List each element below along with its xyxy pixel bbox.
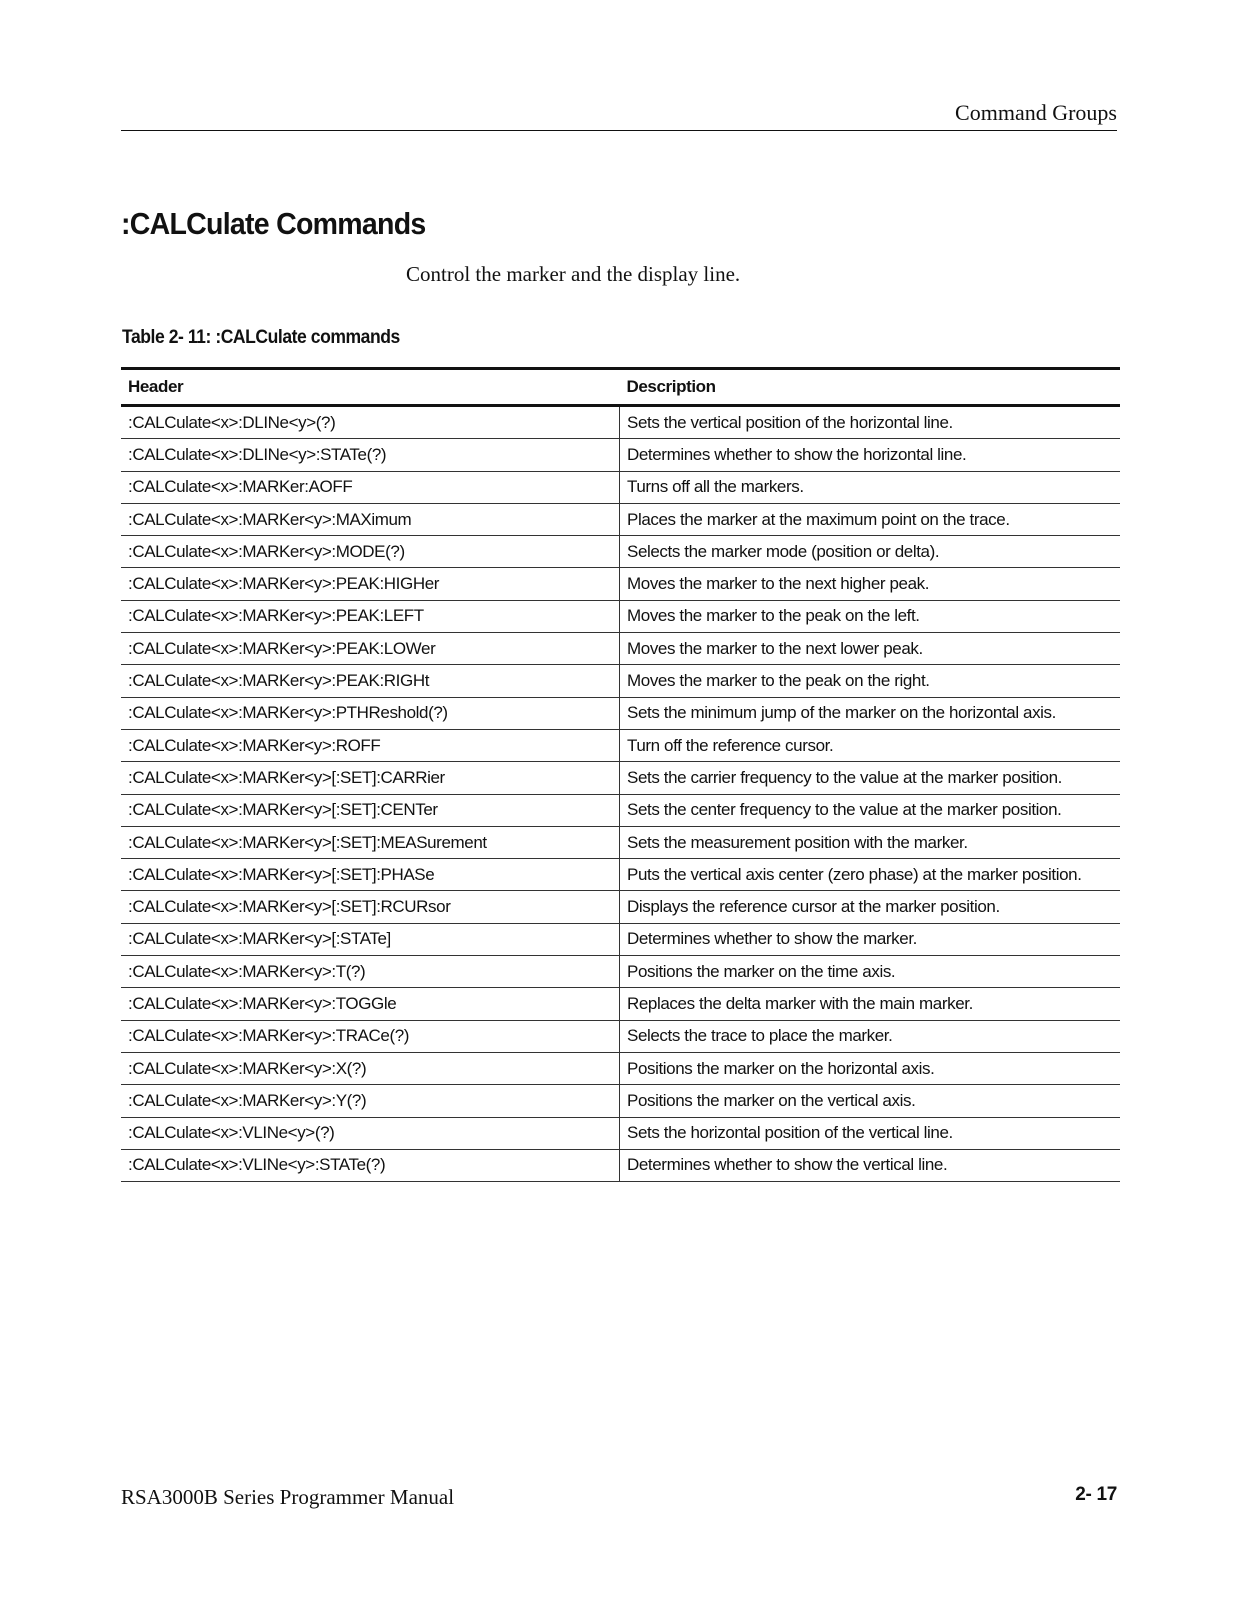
footer-page-number: 2- 17 (1075, 1484, 1117, 1505)
command-header: :CALCulate<x>:MARKer<y>:PEAK:RIGHt (121, 665, 620, 697)
table-header-row (121, 369, 1120, 406)
table-row (121, 826, 1120, 858)
command-header: :CALCulate<x>:MARKer<y>:MAXimum (121, 503, 620, 535)
table-row (121, 600, 1120, 632)
command-description: Positions the marker on the time axis. (620, 956, 1121, 988)
command-description: Selects the trace to place the marker. (620, 1020, 1121, 1052)
table-caption: Table 2- 11: :CALCulate commands (122, 326, 400, 348)
command-header: :CALCulate<x>:MARKer<y>:T(?) (121, 956, 620, 988)
command-header: :CALCulate<x>:DLINe<y>:STATe(?) (121, 439, 620, 471)
table-row (121, 1052, 1120, 1084)
table-row (121, 1020, 1120, 1052)
command-header: :CALCulate<x>:MARKer<y>[:SET]:CENTer (121, 794, 620, 826)
command-description: Determines whether to show the marker. (620, 923, 1121, 955)
command-description: Places the marker at the maximum point on the trace. (620, 503, 1121, 535)
command-header: :CALCulate<x>:MARKer<y>:PEAK:HIGHer (121, 568, 620, 600)
command-header: :CALCulate<x>:MARKer<y>:PTHReshold(?) (121, 697, 620, 729)
command-header: :CALCulate<x>:MARKer:AOFF (121, 471, 620, 503)
command-header: :CALCulate<x>:VLINe<y>(?) (121, 1117, 620, 1149)
command-header: :CALCulate<x>:MARKer<y>[:SET]:PHASe (121, 859, 620, 891)
command-header: :CALCulate<x>:MARKer<y>:TRACe(?) (121, 1020, 620, 1052)
command-header: :CALCulate<x>:MARKer<y>[:SET]:CARRier (121, 762, 620, 794)
command-description: Moves the marker to the next lower peak. (620, 633, 1121, 665)
table-row (121, 439, 1120, 471)
table-row (121, 406, 1120, 439)
command-header: :CALCulate<x>:MARKer<y>[:SET]:MEASurement (121, 826, 620, 858)
table-row (121, 1085, 1120, 1117)
command-description: Sets the horizontal position of the vertical line. (620, 1117, 1121, 1149)
table-row (121, 471, 1120, 503)
table-row (121, 633, 1120, 665)
column-header-description: Description (620, 369, 1121, 406)
command-description: Sets the carrier frequency to the value at the marker position. (620, 762, 1121, 794)
command-header: :CALCulate<x>:MARKer<y>[:STATe] (121, 923, 620, 955)
command-description: Positions the marker on the vertical axis. (620, 1085, 1121, 1117)
table-row (121, 536, 1120, 568)
table-row (121, 503, 1120, 535)
command-description: Determines whether to show the horizontal line. (620, 439, 1121, 471)
table-row (121, 891, 1120, 923)
command-header: :CALCulate<x>:DLINe<y>(?) (121, 406, 620, 439)
calculate-commands-table (121, 367, 1120, 1182)
table-row (121, 665, 1120, 697)
table-body (121, 406, 1120, 1182)
command-description: Positions the marker on the horizontal axis. (620, 1052, 1121, 1084)
command-description: Puts the vertical axis center (zero phase) at the marker position. (620, 859, 1121, 891)
table-row (121, 1117, 1120, 1149)
command-description: Moves the marker to the peak on the right. (620, 665, 1121, 697)
command-header: :CALCulate<x>:MARKer<y>:TOGGle (121, 988, 620, 1020)
column-header-header: Header (121, 369, 620, 406)
command-header: :CALCulate<x>:MARKer<y>:X(?) (121, 1052, 620, 1084)
command-header: :CALCulate<x>:MARKer<y>:PEAK:LOWer (121, 633, 620, 665)
table-row (121, 697, 1120, 729)
table-row (121, 956, 1120, 988)
command-description: Determines whether to show the vertical line. (620, 1149, 1121, 1181)
command-description: Displays the reference cursor at the marker position. (620, 891, 1121, 923)
table-row (121, 1149, 1120, 1181)
table-row (121, 988, 1120, 1020)
command-description: Sets the vertical position of the horizontal line. (620, 406, 1121, 439)
command-description: Sets the measurement position with the marker. (620, 826, 1121, 858)
command-description: Turn off the reference cursor. (620, 729, 1121, 761)
command-description: Moves the marker to the peak on the left. (620, 600, 1121, 632)
command-header: :CALCulate<x>:MARKer<y>:PEAK:LEFT (121, 600, 620, 632)
command-description: Sets the center frequency to the value at the marker position. (620, 794, 1121, 826)
section-title: :CALCulate Commands (121, 206, 426, 241)
command-description: Sets the minimum jump of the marker on the horizontal axis. (620, 697, 1121, 729)
table-row (121, 859, 1120, 891)
table-row (121, 794, 1120, 826)
command-description: Turns off all the markers. (620, 471, 1121, 503)
table-row (121, 568, 1120, 600)
command-header: :CALCulate<x>:VLINe<y>:STATe(?) (121, 1149, 620, 1181)
command-header: :CALCulate<x>:MARKer<y>:MODE(?) (121, 536, 620, 568)
table-row (121, 762, 1120, 794)
command-description: Selects the marker mode (position or delta). (620, 536, 1121, 568)
table-row (121, 923, 1120, 955)
command-header: :CALCulate<x>:MARKer<y>:Y(?) (121, 1085, 620, 1117)
header-rule (121, 130, 1117, 131)
command-description: Moves the marker to the next higher peak. (620, 568, 1121, 600)
running-head: Command Groups (955, 100, 1117, 125)
footer-manual-title: RSA3000B Series Programmer Manual (121, 1485, 455, 1509)
command-header: :CALCulate<x>:MARKer<y>[:SET]:RCURsor (121, 891, 620, 923)
command-header: :CALCulate<x>:MARKer<y>:ROFF (121, 729, 620, 761)
table-row (121, 729, 1120, 761)
section-intro: Control the marker and the display line. (406, 262, 741, 286)
command-description: Replaces the delta marker with the main marker. (620, 988, 1121, 1020)
